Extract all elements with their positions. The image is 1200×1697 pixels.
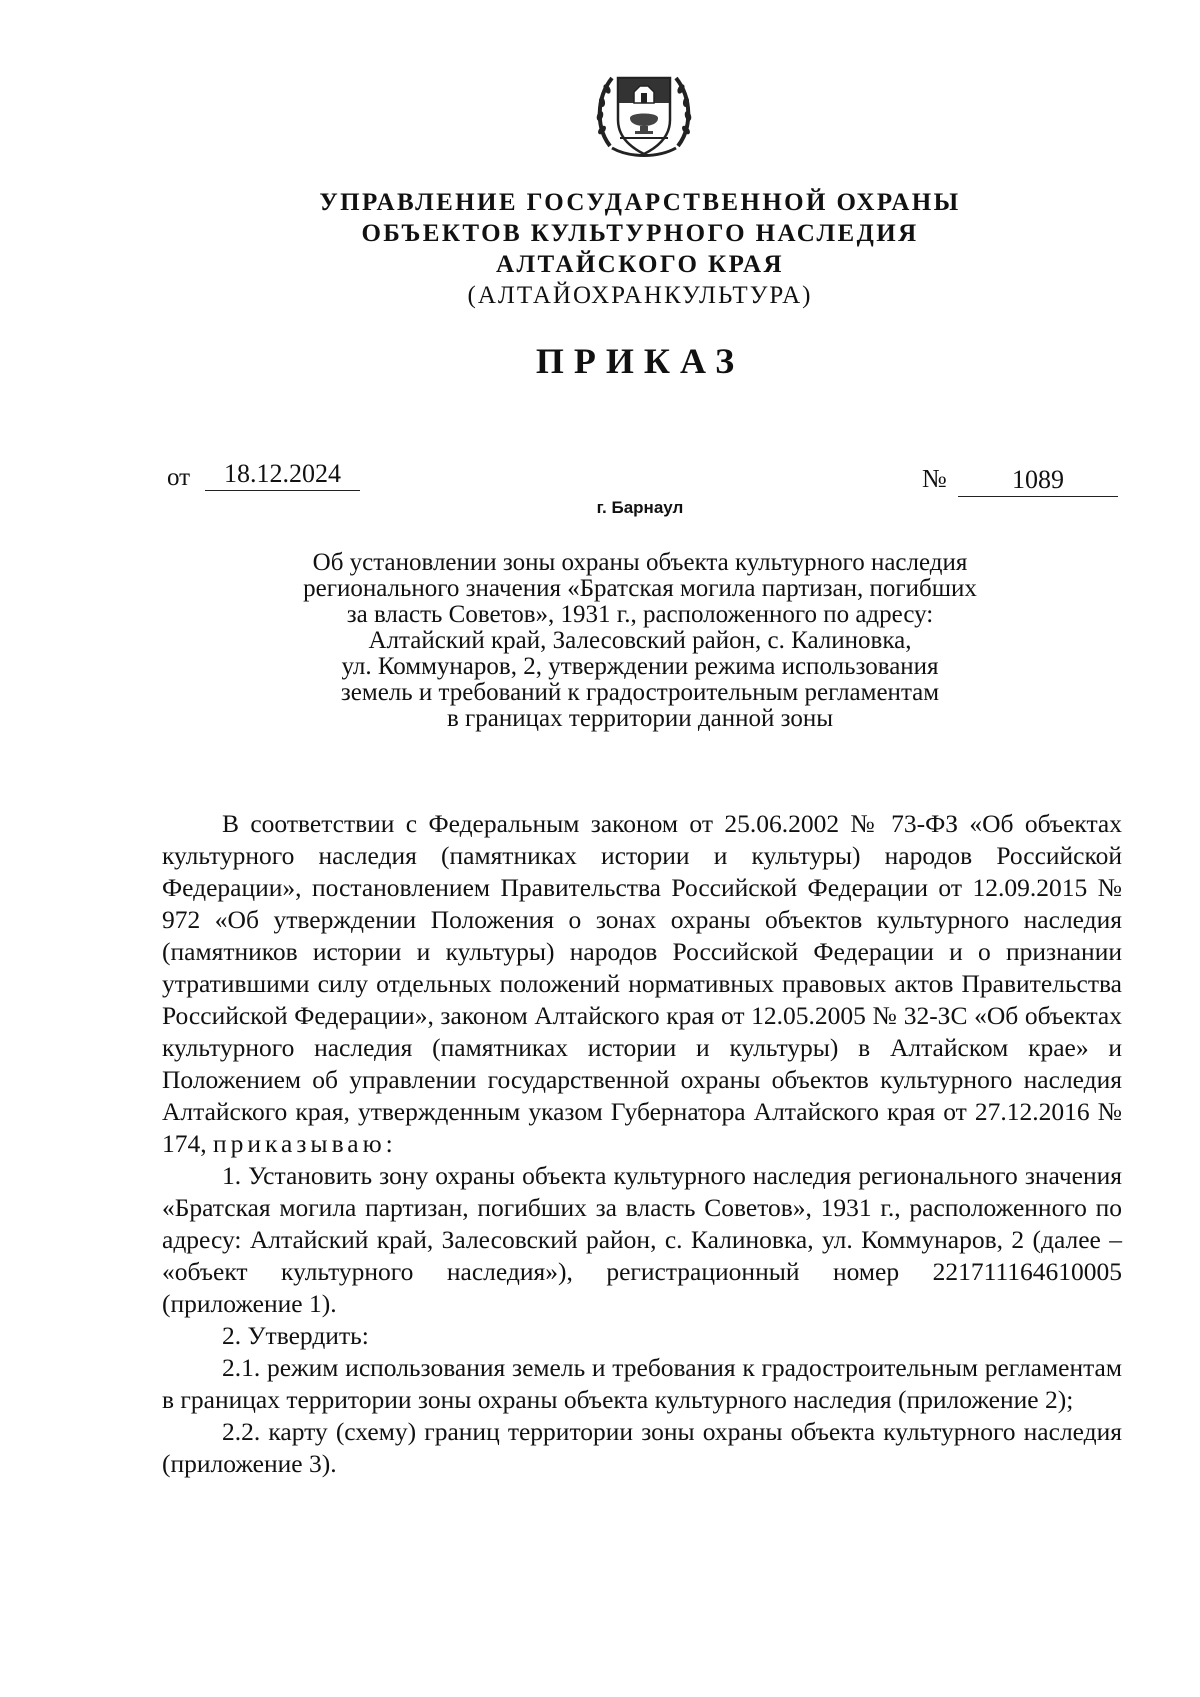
org-name-line-3: АЛТАЙСКОГО КРАЯ [496, 251, 784, 278]
order-word: приказываю: [213, 1129, 397, 1158]
document-number: 1089 [958, 464, 1118, 497]
subject-line: Алтайский край, Залесовский район, с. Калиновка, [368, 627, 912, 654]
org-name-line-1: УПРАВЛЕНИЕ ГОСУДАРСТВЕННОЙ ОХРАНЫ [319, 189, 961, 216]
subject-line: регионального значения «Братская могила партизан, погибших [303, 575, 977, 602]
subject-line: в границах территории данной зоны [447, 705, 833, 732]
city: г. Барнаул [596, 498, 684, 517]
order-item-1: 1. Установить зону охраны объекта культурного наследия регионального значения «Братская могила партизан, погибших за власть Советов», 1931 г., расположенного по адресу: Алтайский край, Залесовский район, с. Калиновка, ул. Коммунаров, 2 (далее – «объект культурного наследия»), регистрационный номер 221711164610005 (приложение 1). [162, 1161, 1122, 1318]
subject-line: земель и требований к градостроительным регламентам [340, 679, 940, 706]
subject-line: за власть Советов», 1931 г., расположенного по адресу: [346, 601, 934, 628]
document-subject [220, 550, 1060, 732]
order-item-2: 2. Утвердить: [222, 1321, 369, 1350]
document-date: 18.12.2024 [205, 458, 360, 491]
subject-line: Об установлении зоны охраны объекта культурного наследия [312, 549, 968, 576]
date-label: от [167, 464, 191, 491]
document-title: ПРИКАЗ [535, 341, 745, 381]
org-name-line-2: ОБЪЕКТОВ КУЛЬТУРНОГО НАСЛЕДИЯ [361, 220, 919, 247]
document-body [162, 808, 1122, 1480]
order-item-2-1: 2.1. режим использования земель и требования к градостроительным регламентам в границах территории зоны охраны объекта культурного наследия (приложение 2); [162, 1353, 1122, 1414]
preamble-text: В соответствии с Федеральным законом от 25.06.2002 № 73-ФЗ «Об объектах культурного наследия (памятниках истории и культуры) народов Российской Федерации», постановлением Правительства Российской Федерации от 12.09.2015 № 972 «Об утверждении Положения о зонах охраны объектов культурного наследия (памятников истории и культуры) народов Российской Федерации и о признании утратившими силу отдельных положений нормативных правовых актов Правительства Российской Федерации», законом Алтайского края от 12.05.2005 № 32-ЗС «Об объектах культурного наследия (памятниках истории и культуры) в Алтайском крае» и Положением об управлении государственной охраны объектов культурного наследия Алтайского края, утвержденным указом Губернатора Алтайского края от 27.12.2016 № 174, [162, 809, 1122, 1158]
org-abbreviation: (АЛТАЙОХРАНКУЛЬТУРА) [467, 282, 813, 309]
subject-line: ул. Коммунаров, 2, утверждении режима использования [341, 653, 939, 680]
preamble-paragraph [162, 808, 1122, 1160]
number-label: № [922, 464, 947, 493]
coat-of-arms-emblem [590, 58, 698, 164]
order-item-2-2: 2.2. карту (схему) границ территории зоны охраны объекта культурного наследия (приложение 3). [162, 1417, 1122, 1478]
